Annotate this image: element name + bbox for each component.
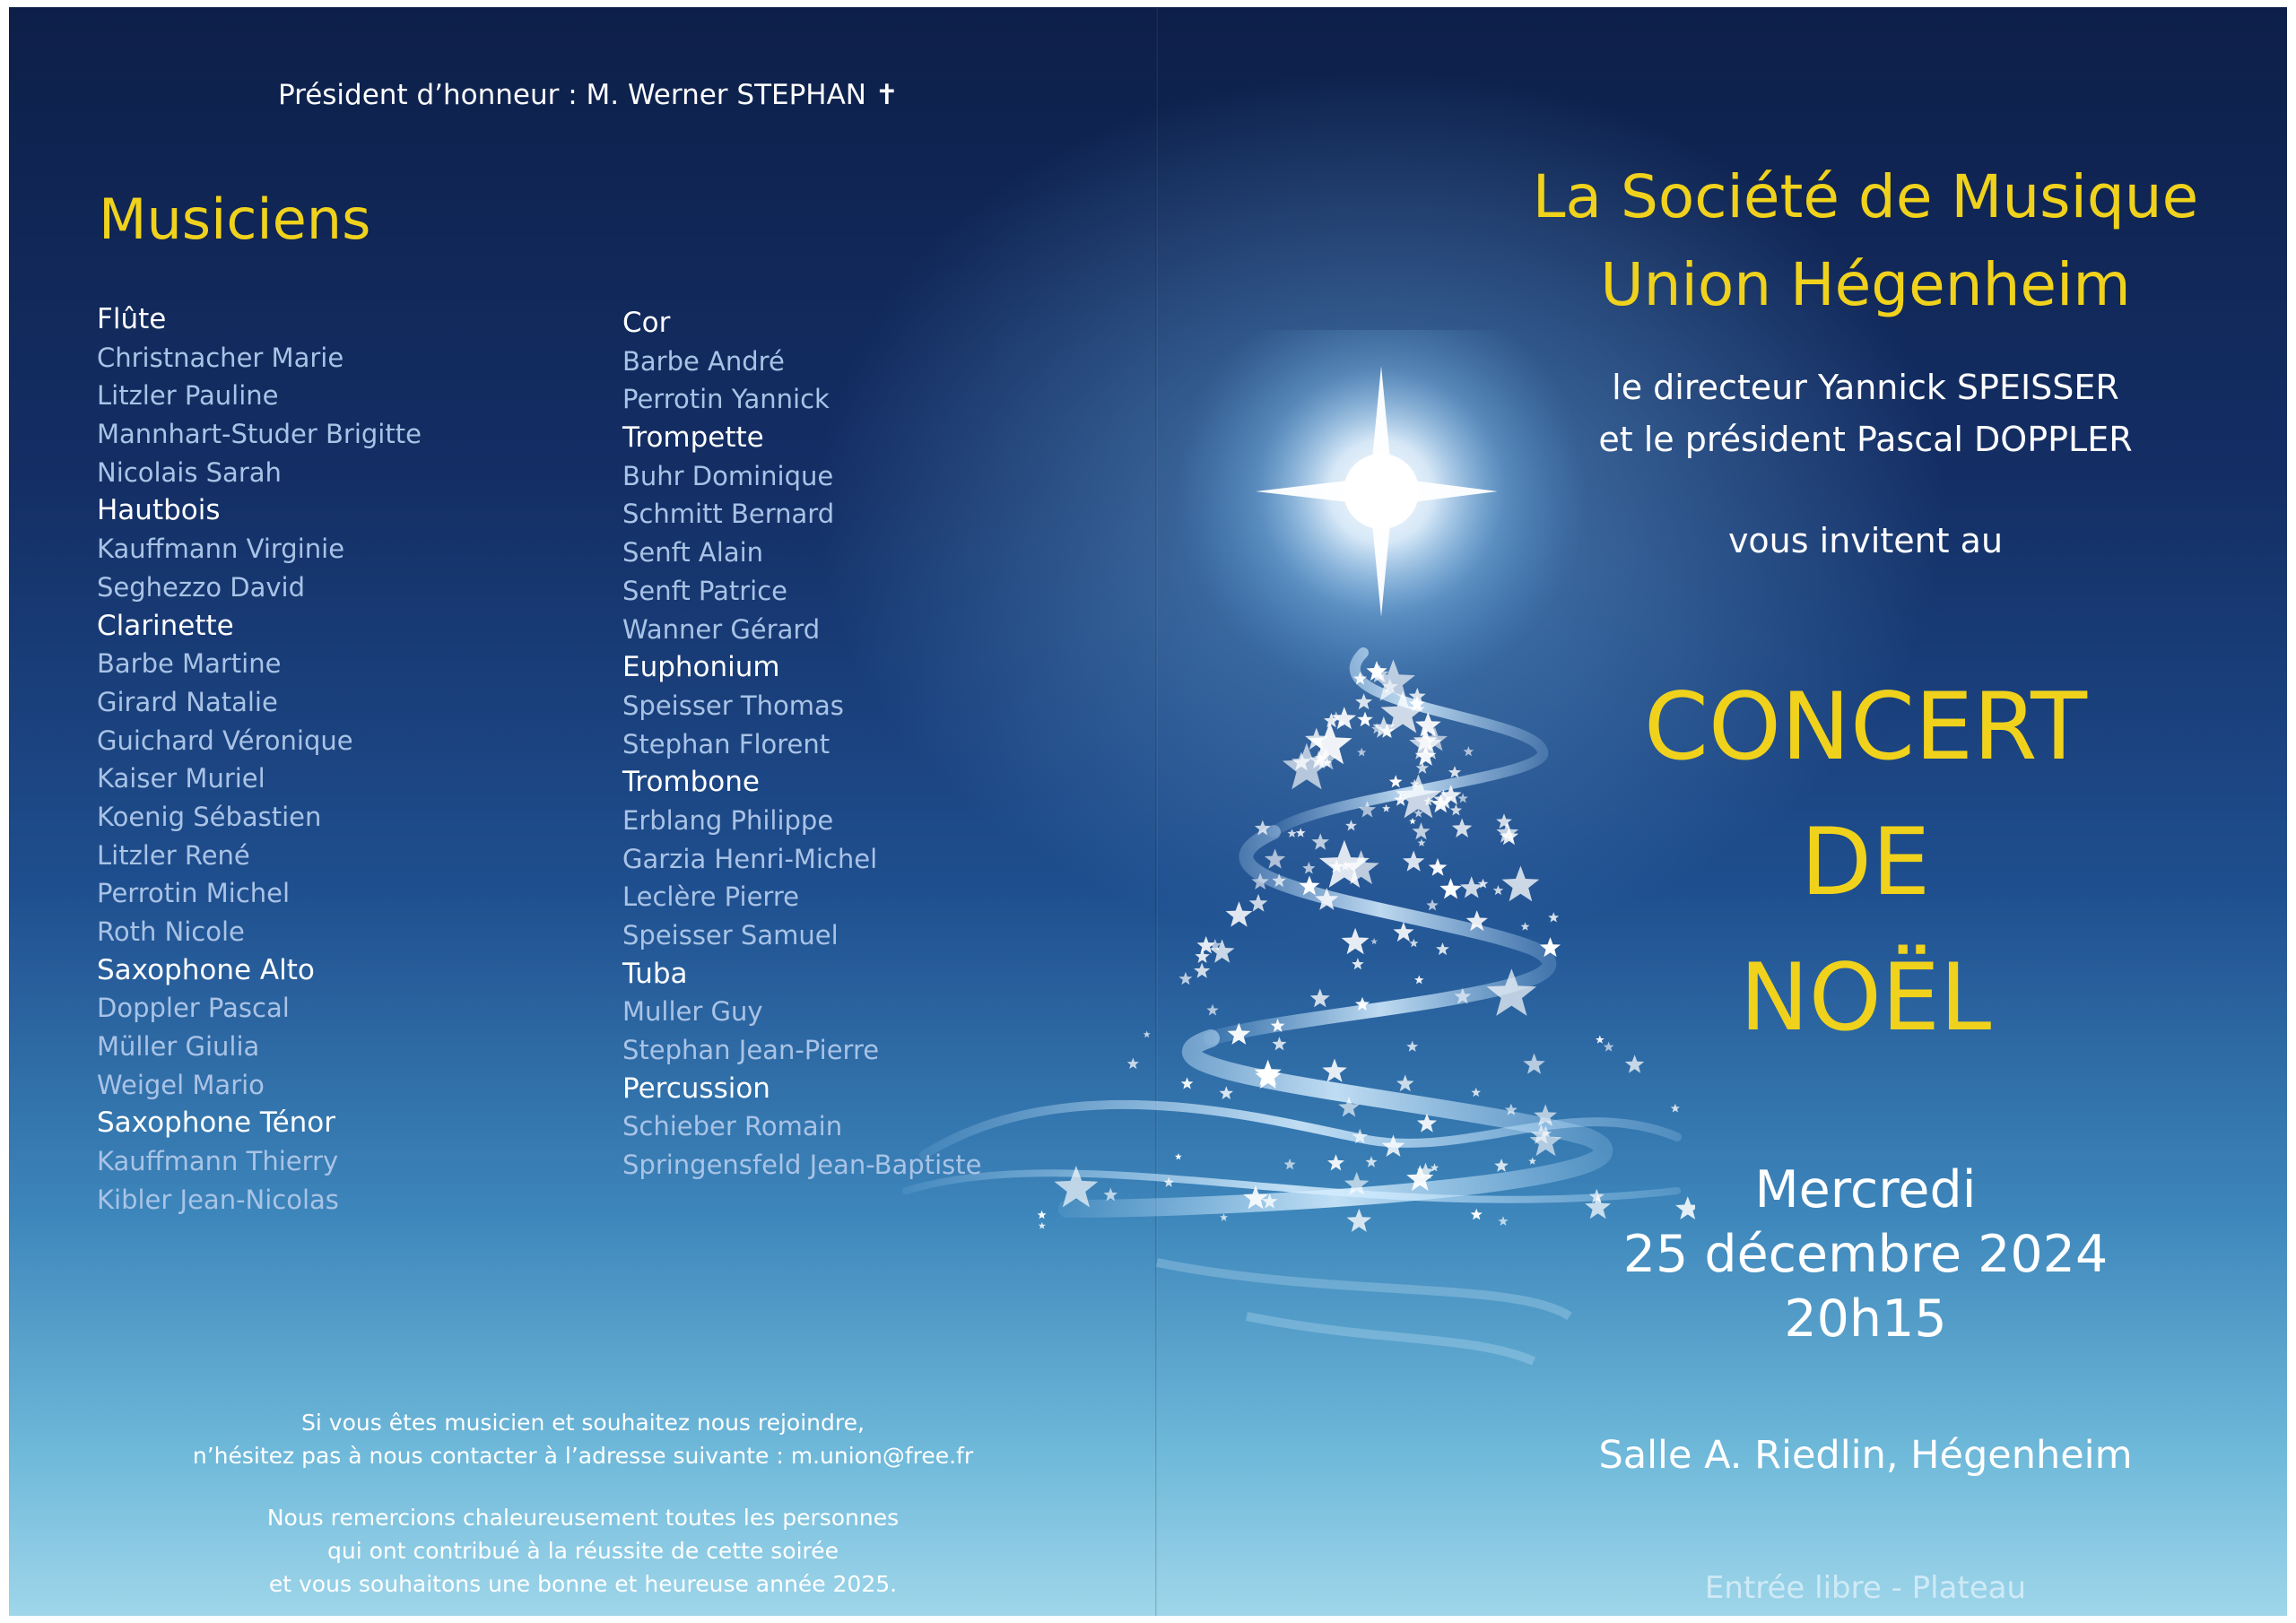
instrument-section: Percussion <box>622 1072 770 1105</box>
musician-name: Kibler Jean-Nicolas <box>97 1184 339 1215</box>
concert-line-1: CONCERT <box>1643 673 2088 781</box>
musician-name: Senft Patrice <box>622 575 788 606</box>
star-icon <box>1357 712 1373 727</box>
star-icon <box>1296 828 1306 837</box>
musicians-column-1 <box>97 300 599 1219</box>
star-icon <box>1127 1058 1139 1070</box>
star-icon <box>1327 1154 1344 1170</box>
event-date-text: 25 décembre 2024 <box>1622 1225 2109 1284</box>
star-icon <box>1310 988 1330 1007</box>
star-icon <box>1393 922 1413 942</box>
star-icon <box>1194 963 1210 978</box>
society-line-2: Union Hégenheim <box>1600 250 2131 319</box>
musician-name: Schmitt Bernard <box>622 499 835 530</box>
star-icon <box>1366 1156 1378 1167</box>
star-icon <box>1226 901 1253 926</box>
musician-name: Perrotin Yannick <box>622 384 830 415</box>
star-icon <box>1272 1037 1286 1050</box>
musician-name: Wanner Gérard <box>622 613 821 645</box>
thanks-line: qui ont contribué à la réussite de cette soirée <box>326 1538 839 1564</box>
musician-name: Barbe André <box>622 345 785 377</box>
star-icon <box>1220 1086 1234 1099</box>
star-icon <box>1039 1222 1046 1229</box>
star-icon <box>1409 818 1416 824</box>
star-icon <box>1345 820 1357 830</box>
musician-name: Mannhart-Studer Brigitte <box>97 419 422 450</box>
star-icon <box>1389 775 1403 787</box>
star-icon <box>1409 939 1418 948</box>
concert-line-2: DE <box>1800 809 1931 916</box>
star-icon <box>1322 1059 1347 1082</box>
instrument-section: Clarinette <box>97 609 234 642</box>
instrument-section: Euphonium <box>622 651 780 684</box>
star-icon <box>1197 936 1215 954</box>
thanks-message <box>152 1501 1013 1601</box>
star-icon <box>1038 1211 1047 1219</box>
instrument-section: Trompette <box>622 421 764 455</box>
concert-line-3: NOËL <box>1739 944 1992 1052</box>
venue: Salle A. Riedlin, Hégenheim <box>1598 1433 2133 1478</box>
instrument-section: Trombone <box>622 766 760 799</box>
musician-name: Seghezzo David <box>97 571 306 603</box>
thanks-line: Nous remercions chaleureusement toutes les personnes <box>266 1505 900 1531</box>
event-date <box>1435 1158 2287 1351</box>
join-invitation <box>152 1406 1013 1472</box>
star-icon <box>1287 829 1296 838</box>
directors <box>1435 361 2287 465</box>
musician-name: Stephan Jean-Pierre <box>622 1035 880 1066</box>
star-icon <box>1347 1209 1372 1232</box>
musician-name: Kauffmann Virginie <box>97 534 345 565</box>
star-icon <box>1416 761 1429 774</box>
society-name <box>1435 153 2287 329</box>
event-day: Mercredi <box>1754 1160 1977 1219</box>
musician-name: Kauffmann Thierry <box>97 1146 339 1177</box>
musician-name: Leclère Pierre <box>622 881 799 913</box>
concert-title <box>1435 660 2287 1066</box>
instrument-section: Flûte <box>97 303 167 335</box>
musician-name: Erblang Philippe <box>622 804 834 836</box>
musician-name: Stephan Florent <box>622 728 831 759</box>
top-star-core <box>1344 454 1419 529</box>
musician-name: Guichard Véronique <box>97 725 353 756</box>
star-icon <box>1471 1088 1481 1097</box>
musician-name: Doppler Pascal <box>97 993 290 1024</box>
star-icon <box>1414 976 1424 985</box>
instrument-section: Saxophone Alto <box>97 953 315 986</box>
star-icon <box>1333 707 1356 729</box>
musician-name: Senft Alain <box>622 537 764 568</box>
star-icon <box>1178 972 1192 985</box>
star-icon <box>1403 851 1424 872</box>
musician-name: Litzler Pauline <box>97 380 279 412</box>
star-icon <box>1181 1077 1194 1089</box>
join-line-email: n’hésitez pas à nous contacter à l’adresse suivante : m.union@free.fr <box>192 1443 974 1469</box>
star-icon <box>1206 1004 1218 1016</box>
star-icon <box>1357 748 1366 757</box>
star-icon <box>1104 1188 1118 1202</box>
musician-name: Barbe Martine <box>97 648 282 680</box>
join-line: Si vous êtes musicien et souhaitez nous rejoindre, <box>301 1410 865 1436</box>
star-icon <box>1342 928 1370 954</box>
musician-name: Springensfeld Jean-Baptiste <box>622 1150 982 1181</box>
musician-name: Muller Guy <box>622 996 763 1028</box>
director-line: le directeur Yannick SPEISSER <box>1612 368 2119 407</box>
president-line: et le président Pascal DOPPLER <box>1598 420 2133 459</box>
musician-name: Speisser Samuel <box>622 920 839 950</box>
musician-name: Speisser Thomas <box>622 690 844 721</box>
star-icon <box>1302 862 1315 874</box>
star-icon <box>1396 1074 1414 1091</box>
musician-name: Girard Natalie <box>97 686 278 717</box>
star-icon <box>1418 838 1426 846</box>
star-icon <box>1370 938 1378 944</box>
musician-name: Perrotin Michel <box>97 878 291 909</box>
event-time: 20h15 <box>1784 1289 1947 1349</box>
invite-text: vous invitent au <box>1727 521 2004 560</box>
instrument-section: Cor <box>622 307 671 339</box>
star-icon <box>1144 1031 1151 1038</box>
instrument-section: Tuba <box>622 957 688 990</box>
star-icon <box>1671 1104 1680 1113</box>
star-icon <box>1249 894 1268 912</box>
star-icon <box>1413 822 1431 839</box>
musician-name: Schieber Romain <box>622 1111 843 1142</box>
musician-name: Kaiser Muriel <box>97 763 265 794</box>
musicians-title: Musiciens <box>99 187 371 252</box>
musician-name: Roth Nicole <box>97 916 245 947</box>
star-icon <box>1175 1153 1182 1159</box>
thanks-line: et vous souhaitons une bonne et heureuse année 2025. <box>268 1571 898 1597</box>
concert-flyer <box>9 7 2287 1616</box>
star-icon <box>1406 1041 1418 1052</box>
star-icon <box>1311 833 1329 850</box>
star-icon <box>1265 849 1285 869</box>
star-icon <box>1382 804 1390 812</box>
entry-info: Entrée libre - Plateau <box>1704 1570 2027 1606</box>
musician-name: Weigel Mario <box>97 1069 265 1100</box>
musician-name: Garzia Henri-Michel <box>622 843 878 874</box>
musician-name: Nicolais Sarah <box>97 456 282 488</box>
instrument-section: Saxophone Ténor <box>97 1107 335 1140</box>
society-line-1: La Société de Musique <box>1532 162 2199 231</box>
instrument-section: Hautbois <box>97 494 221 527</box>
honorary-president: Président d’honneur : M. Werner STEPHAN ✝ <box>278 79 899 111</box>
musician-name: Müller Giulia <box>97 1031 260 1063</box>
musician-name: Buhr Dominique <box>622 460 834 491</box>
star-icon <box>1284 1159 1296 1170</box>
musician-name: Koenig Sébastien <box>97 801 322 832</box>
musician-name: Christnacher Marie <box>97 342 344 373</box>
star-icon <box>1220 1213 1228 1221</box>
musician-name: Litzler René <box>97 839 250 871</box>
star-icon <box>1352 958 1364 969</box>
